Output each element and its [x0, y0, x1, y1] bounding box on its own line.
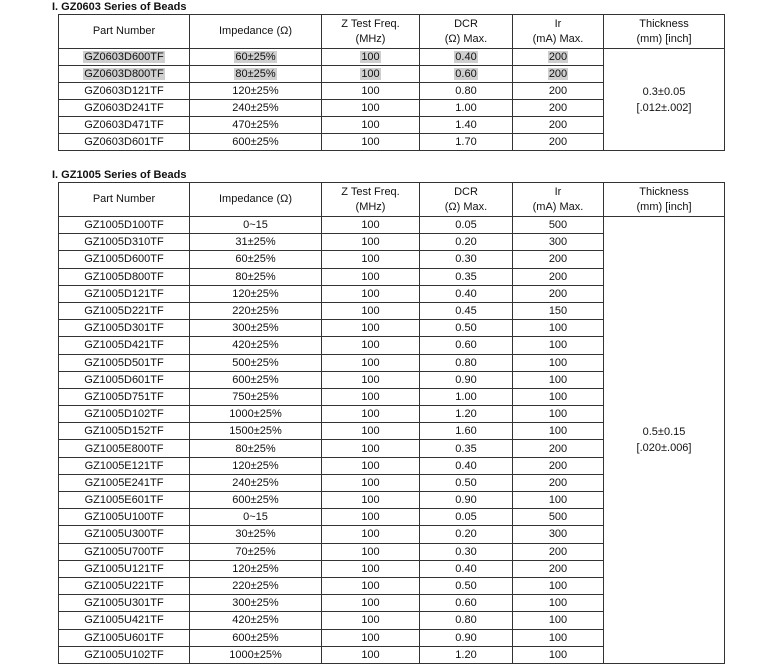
impedance-cell: 60±25%	[190, 251, 322, 268]
part-number-cell: GZ1005U300TF	[59, 526, 190, 543]
header-ir: Ir (mA) Max.	[513, 15, 604, 49]
impedance-cell: 240±25%	[190, 474, 322, 491]
z-test-freq-cell: 100	[322, 526, 420, 543]
impedance-cell: 220±25%	[190, 577, 322, 594]
impedance-cell: 300±25%	[190, 595, 322, 612]
dcr-cell: 0.35	[420, 268, 513, 285]
z-test-freq-cell: 100	[322, 646, 420, 663]
part-number-cell: GZ1005U100TF	[59, 509, 190, 526]
impedance-cell: 420±25%	[190, 337, 322, 354]
ir-cell: 100	[513, 371, 604, 388]
part-number-cell: GZ1005D121TF	[59, 285, 190, 302]
ir-cell: 100	[513, 629, 604, 646]
z-test-freq-cell: 100	[322, 285, 420, 302]
ir-cell: 100	[513, 612, 604, 629]
z-test-freq-cell: 100	[322, 388, 420, 405]
ir-cell: 200	[513, 440, 604, 457]
part-number-cell: GZ1005D800TF	[59, 268, 190, 285]
part-number-cell: GZ1005D301TF	[59, 320, 190, 337]
z-test-freq-cell: 100	[322, 577, 420, 594]
z-test-freq-cell: 100	[322, 320, 420, 337]
impedance-cell: 300±25%	[190, 320, 322, 337]
z-test-freq-cell: 100	[322, 423, 420, 440]
ir-cell: 200	[513, 66, 604, 83]
dcr-cell: 1.40	[420, 117, 513, 134]
impedance-cell: 470±25%	[190, 117, 322, 134]
ir-cell: 100	[513, 492, 604, 509]
impedance-cell: 600±25%	[190, 371, 322, 388]
dcr-cell: 0.30	[420, 543, 513, 560]
ir-cell: 100	[513, 388, 604, 405]
dcr-cell: 1.00	[420, 100, 513, 117]
impedance-cell: 1000±25%	[190, 406, 322, 423]
dcr-cell: 0.05	[420, 509, 513, 526]
z-test-freq-cell: 100	[322, 543, 420, 560]
ir-cell: 100	[513, 423, 604, 440]
dcr-cell: 1.20	[420, 406, 513, 423]
impedance-cell: 750±25%	[190, 388, 322, 405]
ir-cell: 200	[513, 560, 604, 577]
impedance-cell: 70±25%	[190, 543, 322, 560]
dcr-cell: 0.30	[420, 251, 513, 268]
header-thickness: Thickness (mm) [inch]	[604, 183, 725, 217]
impedance-cell: 120±25%	[190, 285, 322, 302]
impedance-cell: 1500±25%	[190, 423, 322, 440]
ir-cell: 200	[513, 457, 604, 474]
header-part-number: Part Number	[59, 183, 190, 217]
part-number-cell: GZ1005D601TF	[59, 371, 190, 388]
ir-cell: 300	[513, 526, 604, 543]
header-z-test-freq: Z Test Freq. (MHz)	[322, 15, 420, 49]
z-test-freq-cell: 100	[322, 509, 420, 526]
impedance-cell: 30±25%	[190, 526, 322, 543]
header-dcr: DCR (Ω) Max.	[420, 183, 513, 217]
gz0603-table	[58, 14, 725, 151]
impedance-cell: 80±25%	[190, 66, 322, 83]
z-test-freq-cell: 100	[322, 560, 420, 577]
header-impedance: Impedance (Ω)	[190, 15, 322, 49]
dcr-cell: 0.80	[420, 612, 513, 629]
dcr-cell: 0.90	[420, 371, 513, 388]
impedance-cell: 600±25%	[190, 629, 322, 646]
dcr-cell: 1.60	[420, 423, 513, 440]
ir-cell: 300	[513, 234, 604, 251]
z-test-freq-cell: 100	[322, 492, 420, 509]
header-part-number: Part Number	[59, 15, 190, 49]
part-number-cell: GZ1005D421TF	[59, 337, 190, 354]
ir-cell: 100	[513, 320, 604, 337]
dcr-cell: 0.40	[420, 49, 513, 66]
section-title-gz1005: I. GZ1005 Series of Beads	[52, 169, 187, 181]
part-number-cell: GZ0603D601TF	[59, 134, 190, 151]
part-number-cell: GZ1005D751TF	[59, 388, 190, 405]
ir-cell: 100	[513, 406, 604, 423]
ir-cell: 500	[513, 217, 604, 234]
thickness-cell: 0.3±0.05 [.012±.002]	[604, 49, 725, 151]
z-test-freq-cell: 100	[322, 337, 420, 354]
ir-cell: 100	[513, 595, 604, 612]
header-ir: Ir (mA) Max.	[513, 183, 604, 217]
impedance-cell: 60±25%	[190, 49, 322, 66]
header-impedance: Impedance (Ω)	[190, 183, 322, 217]
part-number-cell: GZ1005D100TF	[59, 217, 190, 234]
z-test-freq-cell: 100	[322, 302, 420, 319]
part-number-cell: GZ0603D471TF	[59, 117, 190, 134]
ir-cell: 100	[513, 646, 604, 663]
impedance-cell: 120±25%	[190, 560, 322, 577]
z-test-freq-cell: 100	[322, 251, 420, 268]
ir-cell: 200	[513, 117, 604, 134]
dcr-cell: 0.60	[420, 66, 513, 83]
dcr-cell: 1.00	[420, 388, 513, 405]
z-test-freq-cell: 100	[322, 629, 420, 646]
z-test-freq-cell: 100	[322, 66, 420, 83]
ir-cell: 500	[513, 509, 604, 526]
table-header-row	[59, 15, 725, 49]
dcr-cell: 0.45	[420, 302, 513, 319]
z-test-freq-cell: 100	[322, 354, 420, 371]
z-test-freq-cell: 100	[322, 234, 420, 251]
z-test-freq-cell: 100	[322, 406, 420, 423]
part-number-cell: GZ1005U601TF	[59, 629, 190, 646]
part-number-cell: GZ1005U121TF	[59, 560, 190, 577]
part-number-cell: GZ0603D800TF	[59, 66, 190, 83]
impedance-cell: 600±25%	[190, 492, 322, 509]
dcr-cell: 0.50	[420, 320, 513, 337]
z-test-freq-cell: 100	[322, 371, 420, 388]
ir-cell: 100	[513, 577, 604, 594]
dcr-cell: 0.05	[420, 217, 513, 234]
part-number-cell: GZ1005U102TF	[59, 646, 190, 663]
dcr-cell: 0.90	[420, 492, 513, 509]
part-number-cell: GZ1005U421TF	[59, 612, 190, 629]
ir-cell: 200	[513, 285, 604, 302]
part-number-cell: GZ1005U221TF	[59, 577, 190, 594]
ir-cell: 200	[513, 543, 604, 560]
part-number-cell: GZ1005U301TF	[59, 595, 190, 612]
impedance-cell: 220±25%	[190, 302, 322, 319]
ir-cell: 200	[513, 134, 604, 151]
part-number-cell: GZ1005U700TF	[59, 543, 190, 560]
z-test-freq-cell: 100	[322, 49, 420, 66]
dcr-cell: 0.40	[420, 457, 513, 474]
impedance-cell: 0~15	[190, 217, 322, 234]
impedance-cell: 120±25%	[190, 457, 322, 474]
impedance-cell: 120±25%	[190, 83, 322, 100]
z-test-freq-cell: 100	[322, 268, 420, 285]
part-number-cell: GZ1005D310TF	[59, 234, 190, 251]
ir-cell: 200	[513, 83, 604, 100]
dcr-cell: 0.60	[420, 595, 513, 612]
header-thickness: Thickness (mm) [inch]	[604, 15, 725, 49]
impedance-cell: 80±25%	[190, 268, 322, 285]
z-test-freq-cell: 100	[322, 457, 420, 474]
z-test-freq-cell: 100	[322, 83, 420, 100]
table-row	[59, 217, 725, 234]
part-number-cell: GZ1005E800TF	[59, 440, 190, 457]
ir-cell: 200	[513, 268, 604, 285]
z-test-freq-cell: 100	[322, 100, 420, 117]
part-number-cell: GZ1005D501TF	[59, 354, 190, 371]
dcr-cell: 0.40	[420, 285, 513, 302]
part-number-cell: GZ1005D102TF	[59, 406, 190, 423]
impedance-cell: 0~15	[190, 509, 322, 526]
part-number-cell: GZ1005E601TF	[59, 492, 190, 509]
z-test-freq-cell: 100	[322, 474, 420, 491]
ir-cell: 200	[513, 251, 604, 268]
dcr-cell: 0.20	[420, 526, 513, 543]
z-test-freq-cell: 100	[322, 440, 420, 457]
z-test-freq-cell: 100	[322, 612, 420, 629]
z-test-freq-cell: 100	[322, 217, 420, 234]
dcr-cell: 0.35	[420, 440, 513, 457]
part-number-cell: GZ0603D600TF	[59, 49, 190, 66]
table-row	[59, 49, 725, 66]
thickness-cell: 0.5±0.15 [.020±.006]	[604, 217, 725, 664]
dcr-cell: 0.90	[420, 629, 513, 646]
ir-cell: 200	[513, 100, 604, 117]
dcr-cell: 0.60	[420, 337, 513, 354]
header-z-test-freq: Z Test Freq. (MHz)	[322, 183, 420, 217]
section-title-gz0603: I. GZ0603 Series of Beads	[52, 1, 187, 13]
dcr-cell: 0.80	[420, 354, 513, 371]
dcr-cell: 0.40	[420, 560, 513, 577]
dcr-cell: 1.20	[420, 646, 513, 663]
impedance-cell: 240±25%	[190, 100, 322, 117]
ir-cell: 100	[513, 337, 604, 354]
dcr-cell: 1.70	[420, 134, 513, 151]
impedance-cell: 500±25%	[190, 354, 322, 371]
header-dcr: DCR (Ω) Max.	[420, 15, 513, 49]
dcr-cell: 0.80	[420, 83, 513, 100]
part-number-cell: GZ1005D600TF	[59, 251, 190, 268]
z-test-freq-cell: 100	[322, 134, 420, 151]
impedance-cell: 600±25%	[190, 134, 322, 151]
dcr-cell: 0.20	[420, 234, 513, 251]
impedance-cell: 80±25%	[190, 440, 322, 457]
dcr-cell: 0.50	[420, 474, 513, 491]
ir-cell: 200	[513, 474, 604, 491]
impedance-cell: 420±25%	[190, 612, 322, 629]
part-number-cell: GZ1005D221TF	[59, 302, 190, 319]
part-number-cell: GZ1005E241TF	[59, 474, 190, 491]
part-number-cell: GZ1005D152TF	[59, 423, 190, 440]
impedance-cell: 1000±25%	[190, 646, 322, 663]
ir-cell: 150	[513, 302, 604, 319]
z-test-freq-cell: 100	[322, 595, 420, 612]
impedance-cell: 31±25%	[190, 234, 322, 251]
part-number-cell: GZ0603D121TF	[59, 83, 190, 100]
ir-cell: 200	[513, 49, 604, 66]
table-header-row	[59, 183, 725, 217]
gz1005-table	[58, 182, 725, 664]
z-test-freq-cell: 100	[322, 117, 420, 134]
dcr-cell: 0.50	[420, 577, 513, 594]
ir-cell: 100	[513, 354, 604, 371]
part-number-cell: GZ0603D241TF	[59, 100, 190, 117]
part-number-cell: GZ1005E121TF	[59, 457, 190, 474]
